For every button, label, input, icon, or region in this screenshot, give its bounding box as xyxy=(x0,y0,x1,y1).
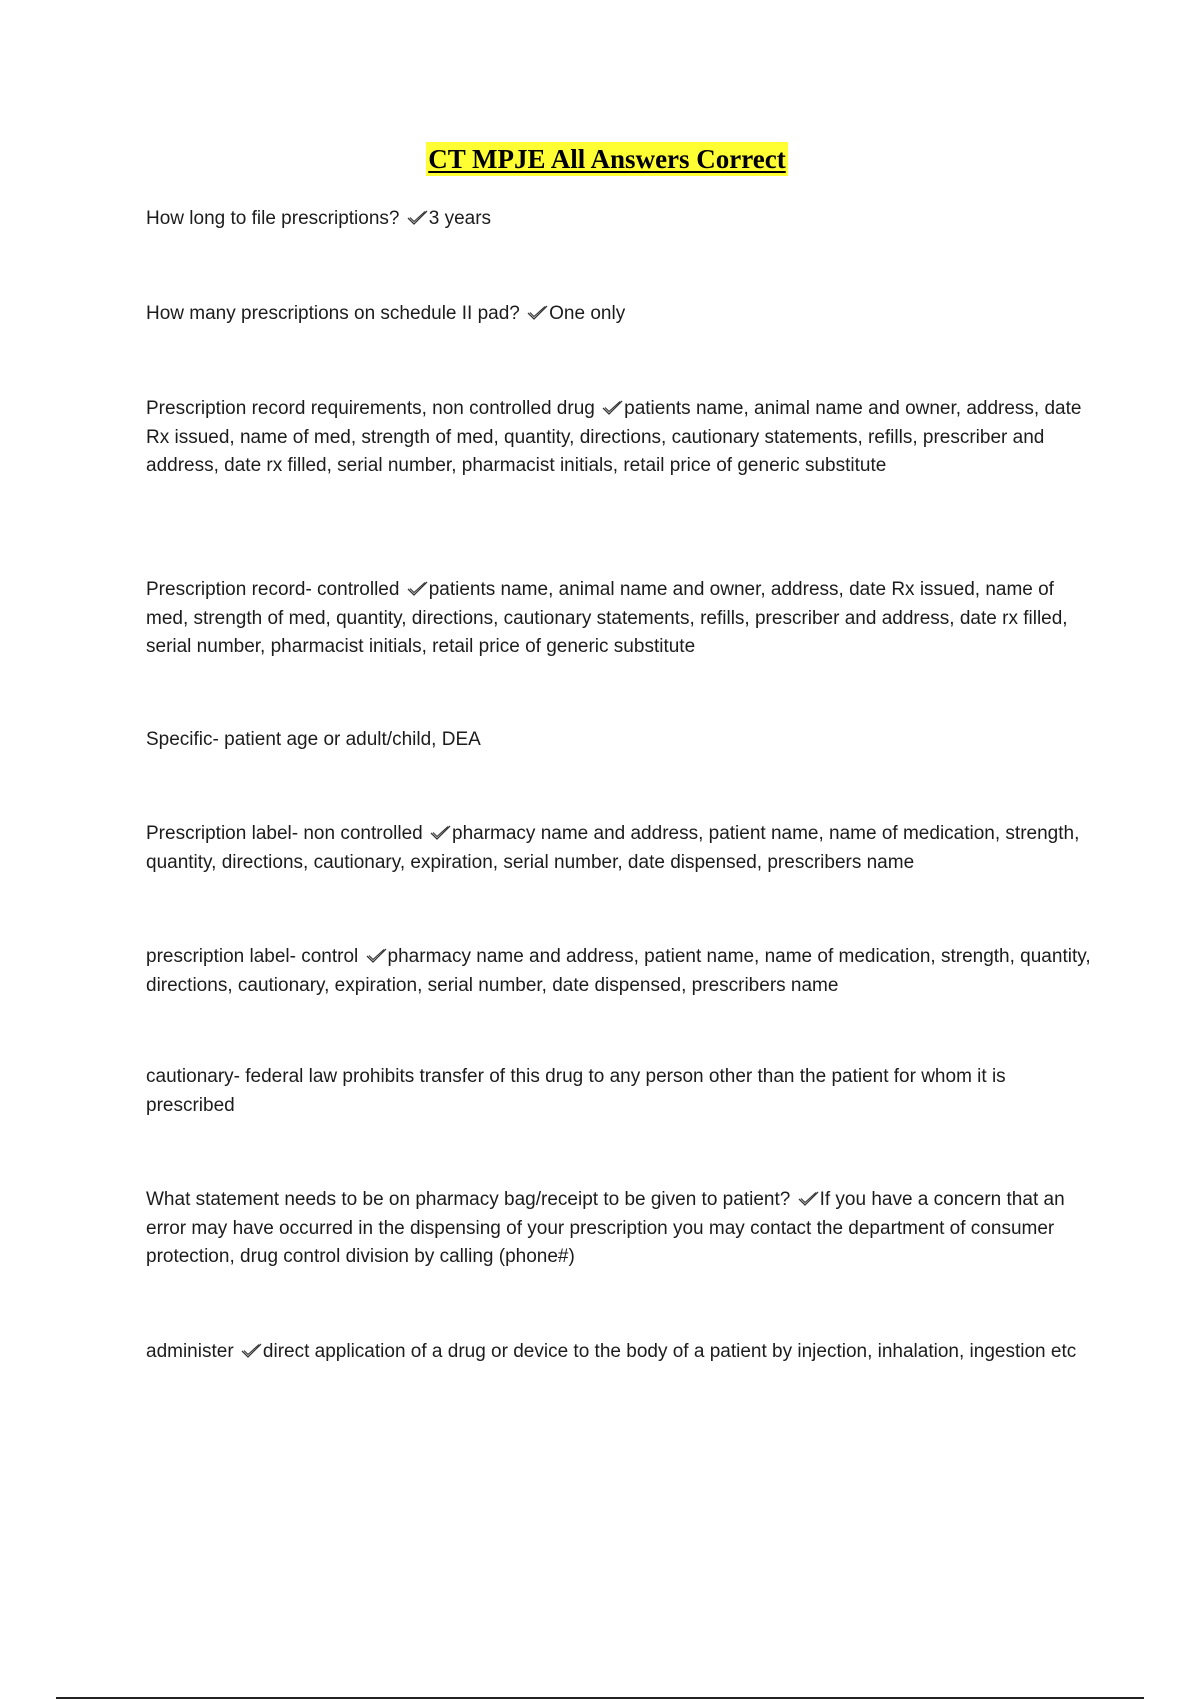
answer-text: patients name, animal name and owner, address, date Rx issued, name of med, strength of med, quantity, directions, cautionary statements, refills, prescriber and address, date rx filled, serial number, pharmacist initials, retail price of generic substitute xyxy=(146,398,1082,476)
note-item xyxy=(146,1063,1096,1120)
qa-item xyxy=(146,1338,1096,1367)
note-item xyxy=(146,726,1096,755)
answer-text: patients name, animal name and owner, address, date Rx issued, name of med, strength of med, quantity, directions, cautionary statements, refills, prescriber and address, date rx filled, serial number, pharmacist initials, retail price of generic substitute xyxy=(146,579,1068,657)
check-mark-icon xyxy=(241,1343,262,1359)
note-text: Specific- patient age or adult/child, DEA xyxy=(146,729,481,750)
qa-item xyxy=(146,205,1096,234)
question-text: administer xyxy=(146,1341,239,1362)
question-text: Prescription label- non controlled xyxy=(146,823,428,844)
check-mark-icon xyxy=(407,210,428,226)
title-container xyxy=(0,142,1200,176)
footer-divider xyxy=(56,1697,1144,1699)
qa-item xyxy=(146,1186,1096,1272)
answer-text: 3 years xyxy=(428,208,492,229)
check-mark-icon xyxy=(366,948,387,964)
answer-text: pharmacy name and address, patient name, name of medication, strength, quantity, directions, cautionary, expiration, serial number, date dispensed, prescribers name xyxy=(146,823,1080,873)
question-text: prescription label- control xyxy=(146,946,364,967)
qa-item xyxy=(146,300,1096,329)
answer-text: One only xyxy=(549,303,626,324)
question-text: Prescription record requirements, non controlled drug xyxy=(146,398,601,419)
qa-item xyxy=(146,395,1096,481)
answer-text: pharmacy name and address, patient name, name of medication, strength, quantity, directions, cautionary, expiration, serial number, date dispensed, prescribers name xyxy=(146,946,1091,996)
check-mark-icon xyxy=(602,400,623,416)
answer-text: If you have a concern that an error may have occurred in the dispensing of your prescription you may contact the department of consumer protection, drug control division by calling (phone#) xyxy=(146,1189,1065,1267)
qa-item xyxy=(146,820,1096,877)
check-mark-icon xyxy=(527,305,548,321)
question-text: How many prescriptions on schedule II pad? xyxy=(146,303,526,324)
check-mark-icon xyxy=(430,825,451,841)
answer-text: direct application of a drug or device to the body of a patient by injection, inhalation, ingestion etc xyxy=(262,1341,1077,1362)
check-mark-icon xyxy=(407,581,428,597)
document-title: CT MPJE All Answers Correct xyxy=(428,144,786,174)
note-text: cautionary- federal law prohibits transfer of this drug to any person other than the patient for whom it is prescribed xyxy=(146,1066,1006,1116)
qa-item xyxy=(146,943,1096,1000)
qa-item xyxy=(146,576,1096,662)
question-text: What statement needs to be on pharmacy bag/receipt to be given to patient? xyxy=(146,1189,796,1210)
question-text: How long to file prescriptions? xyxy=(146,208,405,229)
question-text: Prescription record- controlled xyxy=(146,579,405,600)
check-mark-icon xyxy=(798,1191,819,1207)
